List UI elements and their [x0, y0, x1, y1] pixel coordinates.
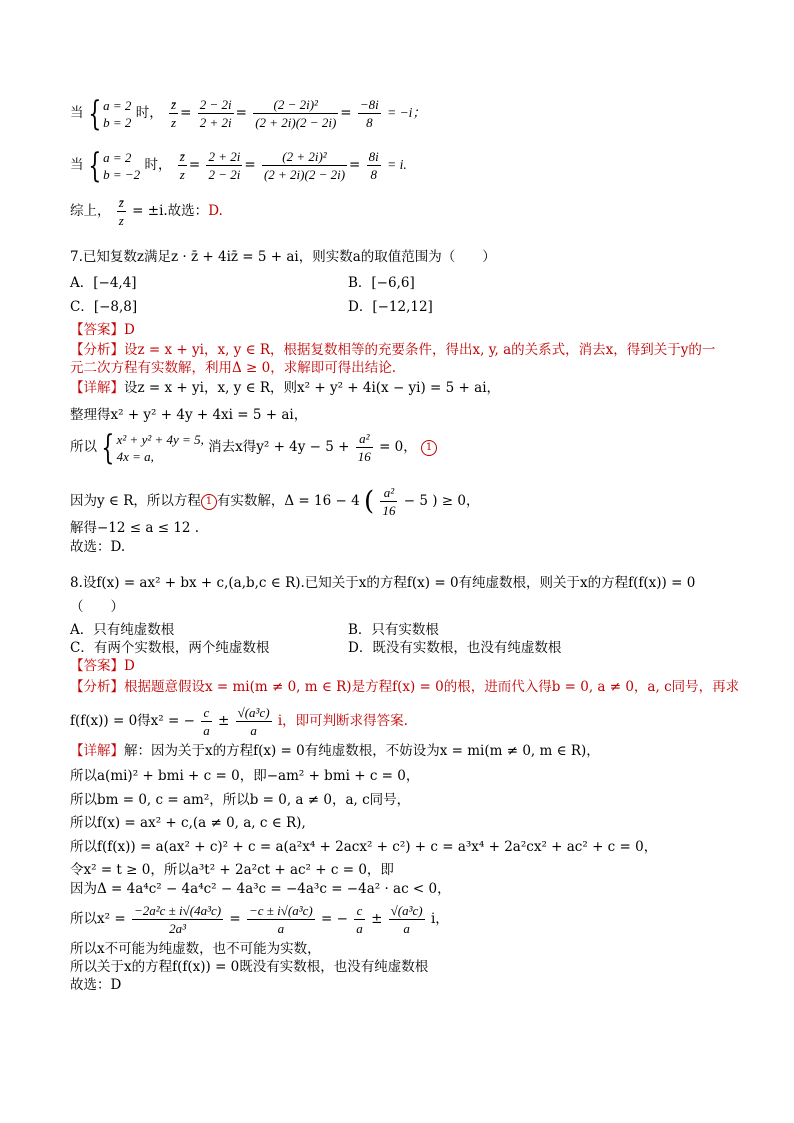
q7-detail-4: 因为y ∈ R，所以方程 1 有实数解，Δ = 16 − 4 ( $\frac{\text{a²}}{16}$ − 5 ) ≥ 0， — [70, 485, 480, 518]
brace: { — [87, 145, 101, 186]
q7-answer: 【答案】D — [70, 322, 135, 338]
fraction: $\frac{\text{(2 + 2i)²}}{(2 + 2i)(2 - 2i)}$ — [263, 149, 346, 182]
q7-detail-2: 整理得x² + y² + 4y + 4xi = 5 + ai， — [70, 407, 308, 423]
q8-detail-7: 因为Δ = 4a⁴c² − 4a⁴c² − 4a³c = −4a³c = −4a² · ac < 0， — [70, 881, 451, 897]
q8-stem: 8.设f(x) = ax² + bx + c,(a,b,c ∈ R).已知关于x的方程f(x) = 0有纯虚数根，则关于x的方程f(f(x)) = 0 — [70, 575, 696, 591]
q8-detail-5: 所以f(f(x)) = a(ax² + c)² + c = a(a²x⁴ + 2acx² + c²) + c = a³x⁴ + 2a²cx² + ac² + c = 0， — [70, 839, 658, 855]
fraction: $\frac{-8i}{8}$ — [359, 97, 379, 130]
q8-detail-2: 所以a(mi)² + bmi + c = 0，即−am² + bmi + c = 0， — [70, 768, 420, 784]
q8-option-c: C．有两个实数根，两个纯虚数根 — [70, 640, 270, 656]
q8-detail-6: 令x² = t ≥ 0，所以a³t² + 2a²ct + ac² + c = 0，即 — [70, 862, 394, 878]
q7-option-b: B．[−6,6] — [348, 275, 415, 291]
q7-detail-6: 故选：D. — [70, 539, 126, 555]
text: 当 — [70, 105, 84, 121]
q8-option-b: B．只有实数根 — [348, 622, 439, 638]
q8-analysis: 【分析】根据题意假设x = mi(m ≠ 0, m ∈ R)是方程f(x) = 0的根，进而代入得b = 0, a ≠ 0，a, c同号，再求 — [70, 679, 740, 695]
q7-detail-5: 解得−12 ≤ a ≤ 12 . — [70, 520, 200, 536]
brace: { — [87, 93, 101, 134]
case2-line: 当 { a = 2 b = −2 时， $\frac{z̄}{z}$ = $\frac{2 + 2i}{2 - 2i}$ = $\frac{\text{(2 + 2i)²}}{(2 + 2i)(2 - 2i)}$ = $\frac{8i}{8}$ = i. — [70, 145, 407, 186]
fraction: $\frac{\text{(2 − 2i)²}}{(2 + 2i)(2 - 2i)}$ — [255, 97, 337, 130]
text: = i. — [387, 157, 407, 172]
q8-stem-paren: （ ） — [70, 599, 124, 615]
answer-text: D. — [208, 203, 223, 219]
q8-option-a: A．只有纯虚数根 — [70, 622, 175, 638]
fraction: $\frac{z̄}{z}$ — [171, 97, 177, 130]
q8-option-d: D．既没有实数根，也没有纯虚数根 — [348, 640, 562, 656]
system: a = 2 b = −2 — [103, 149, 141, 182]
q7-analysis: 【分析】设z = x + yi，x, y ∈ R，根据复数相等的充要条件，得出x, y, a的关系式，消去x，得到关于y的一 — [70, 342, 716, 358]
fraction: $\frac{8i}{8}$ — [368, 149, 379, 182]
text: 时， — [144, 157, 172, 173]
q8-detail-9: 所以x不可能为纯虚数，也不可能为实数， — [70, 941, 321, 957]
q7-detail-3: 所以 { x² + y² + 4y = 5, 4x = a, 消去x得y² + 4y − 5 + $\frac{\text{a²}}{16}$ = 0， 1 — [70, 430, 437, 465]
q7-option-c: C．[−8,8] — [70, 299, 138, 315]
q8-detail-11: 故选：D — [70, 977, 122, 993]
q8-analysis-cont: f(f(x)) = 0得x² = − $\frac{c}{a}$ ± $\frac{\text{√(a³c)}}{a}$ i，即可判断求得答案. — [70, 705, 408, 738]
q7-option-d: D．[−12,12] — [348, 299, 433, 315]
q8-detail-3: 所以bm = 0, c = am²，所以b = 0, a ≠ 0，a, c同号， — [70, 792, 411, 808]
text: 时， — [135, 105, 163, 121]
system: a = 2 b = 2 — [103, 97, 132, 130]
q7-option-a: A．[−4,4] — [70, 275, 137, 291]
q8-detail-4: 所以f(x) = ax² + c,(a ≠ 0, a, c ∈ R), — [70, 815, 306, 831]
case1-line: 当 { a = 2 b = 2 时， $\frac{z̄}{z}$ = $\frac{2 - 2i}{2 + 2i}$ = $\frac{\text{(2 − 2i)²}}{(2 + 2i)(2 - 2i)}$ = $\frac{-8i}{8}$ = −i； — [70, 93, 426, 134]
fraction: $\frac{2 + 2i}{2 - 2i}$ — [208, 149, 241, 182]
circled-number: 1 — [421, 440, 437, 456]
fraction: $\frac{z̄}{z}$ — [179, 149, 185, 182]
text: 当 — [70, 157, 84, 173]
q8-detail-10: 所以关于x的方程f(f(x)) = 0既没有实数根，也没有纯虚数根 — [70, 959, 429, 975]
q7-stem: 7.已知复数z满足z · z̄ + 4iz̄ = 5 + ai，则实数a的取值范围为（ ） — [70, 249, 496, 265]
conclusion-line — [70, 194, 223, 229]
q7-analysis-cont: 元二次方程有实数解，利用Δ ≥ 0，求解即可得出结论. — [70, 360, 397, 376]
fraction: $\frac{2 - 2i}{2 + 2i}$ — [199, 97, 232, 130]
q7-detail: 【详解】设z = x + yi，x, y ∈ R，则x² + y² + 4i(x − yi) = 5 + ai， — [70, 380, 501, 396]
q8-detail-8: 所以x² = $\frac{\text{−2a²c ± i√(4a³c)}}{\text{2a³}}$ = $\frac{\text{−c ± i√(a³c)}}{a}$ = − $\frac{c}{a}$ ± $\frac{\text{√(a³c)}}{a}$ i， — [70, 903, 449, 936]
text: = ±i.故选： — [132, 203, 209, 219]
text: 综上， — [70, 203, 111, 219]
text: = −i； — [387, 105, 426, 120]
q8-detail: 【详解】解：因为关于x的方程f(x) = 0有纯虚数根，不妨设为x = mi(m ≠ 0, m ∈ R)， — [70, 743, 600, 759]
fraction: $\frac{z̄}{z}$ — [118, 195, 124, 228]
q8-answer: 【答案】D — [70, 658, 135, 674]
